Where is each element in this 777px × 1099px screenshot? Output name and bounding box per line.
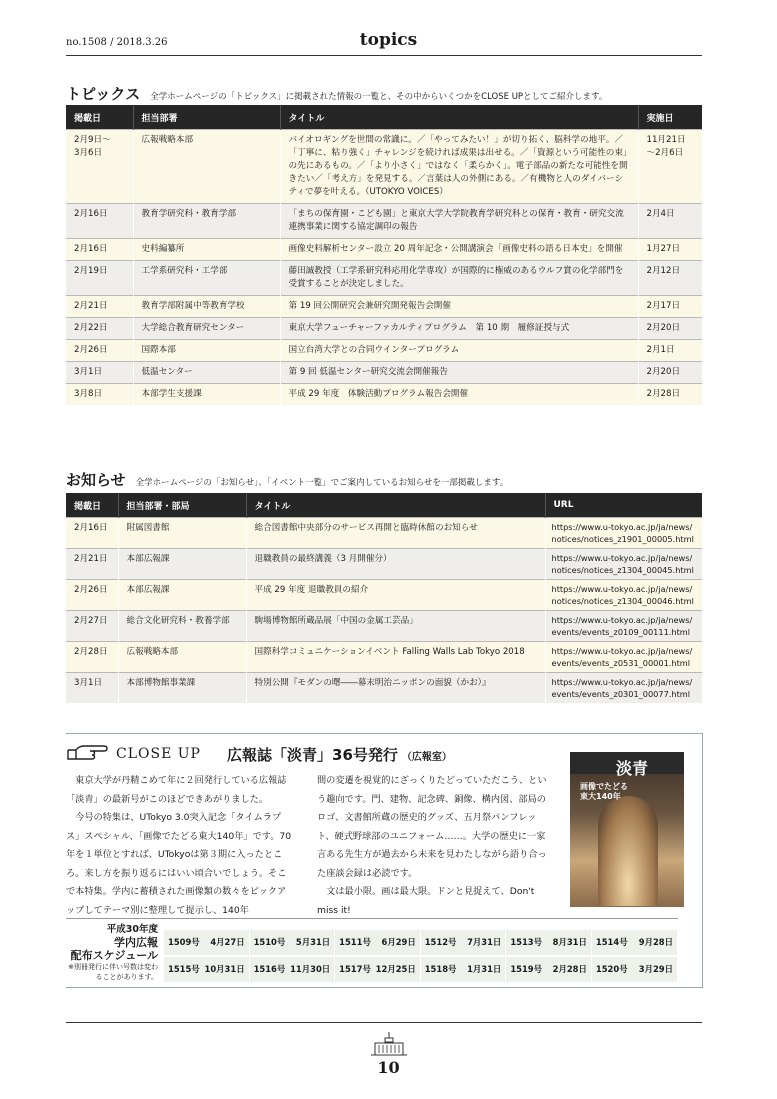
closeup-column-2: 間の変遷を視覚的にざっくりたどっていただこう、という趣向です。門、建物、記念碑、銅像、構内図、部局のロゴ、文書館所蔵の歴史的グッズ、五月祭パンフレット、硬式野球部のユニフォーム……。大学の歴史に一家言ある先生方が過去から未来を見わたしながら語り合った座談会録は必読です。 文は最小限。画は最大限。ドンと見捉えて、Don't miss it! [317, 775, 547, 916]
header-rule [66, 55, 702, 56]
topic-held: 11月21日 〜2月6日 [638, 130, 702, 204]
schedule-date: 5月31日 [295, 937, 331, 947]
schedule-issue: 1510号 [253, 937, 286, 947]
schedule-date: 7月31日 [467, 937, 502, 947]
magazine-cover [570, 752, 684, 907]
notices-header-title: タイトル [246, 493, 545, 518]
schedule-cell [420, 956, 506, 983]
topic-date: 2月19日 [66, 261, 133, 296]
schedule-label [66, 924, 158, 982]
topic-dept: 広報戦略本部 [133, 130, 280, 204]
topic-date: 2月16日 [66, 239, 133, 261]
cover-subtitle: 画像でたどる 東大140年 [580, 782, 628, 801]
topic-date: 2月16日 [66, 204, 133, 239]
schedule-table [163, 930, 677, 984]
topic-dept: 大学総合教育研究センター [133, 318, 280, 340]
schedule-note: ※別冊発行に伴い号数は変わることがあります。 [68, 963, 158, 981]
topics-table [66, 105, 702, 405]
issue-number: no.1508 / 2018.3.26 [66, 37, 168, 48]
schedule-cell [506, 956, 592, 983]
schedule-date: 1月31日 [467, 964, 502, 974]
notice-dept: 附属図書館 [118, 518, 246, 549]
topic-title: 東京大学フューチャーファカルティプログラム 第 10 期 履修証授与式 [280, 318, 638, 340]
schedule-date: 8月31日 [552, 937, 587, 947]
notice-url-link[interactable]: https://www.u-tokyo.ac.jp/ja/news/notices/notices_z1901_00005.html [545, 518, 702, 549]
cover-title: 淡青 [616, 759, 649, 778]
notice-url-link[interactable]: https://www.u-tokyo.ac.jp/ja/news/notices/notices_z1304_00046.html [545, 580, 702, 611]
schedule-issue: 1517号 [339, 964, 371, 974]
schedule-cell [420, 930, 506, 956]
topics-row [66, 204, 702, 239]
notices-description: 全学ホームページの「お知らせ」、「イベント一覧」でご案内しているお知らせを一部掲載します。 [135, 478, 509, 488]
topics-header-dept: 担当部署 [133, 105, 280, 130]
topic-held: 2月20日 [638, 362, 702, 384]
topic-held: 2月28日 [638, 384, 702, 406]
topic-held: 2月20日 [638, 318, 702, 340]
schedule-issue: 1509号 [168, 937, 200, 947]
schedule-date: 4月27日 [210, 937, 245, 947]
notice-dept: 広報戦略本部 [118, 642, 246, 673]
notices-row [66, 673, 702, 704]
closeup-headline [227, 744, 452, 765]
schedule-cell [249, 956, 335, 983]
topic-title: バイオロギングを世間の常識に。／「やってみたい！」が切り拓く、脳科学の地平。／「丁寧に、粘り強く」チャレンジを続ければ成果は出せる。／「資源という可能性の束」の先にあるもの。／「より小さく」ではなく「柔らかく」。電子部品の新たな可能性を開きたい／「考え方」を発見する。／言葉は人の外側にある。／有機物と人のダイバーシティで夢を叶える。（UTOKYO VOICES） [280, 130, 638, 204]
notices-heading [66, 469, 508, 490]
notices-table [66, 493, 702, 703]
schedule-cell [506, 930, 592, 956]
schedule-title: 配布スケジュール [70, 949, 158, 962]
topic-date: 2月21日 [66, 296, 133, 318]
topics-row [66, 239, 702, 261]
notice-title: 総合図書館中央部分のサービス再開と臨時休館のお知らせ [246, 518, 545, 549]
topics-row [66, 318, 702, 340]
topic-dept: 本部学生支援課 [133, 384, 280, 406]
notices-row [66, 642, 702, 673]
schedule-cell [249, 930, 335, 956]
topic-title: 藤田誠教授（工学系研究科応用化学専攻）が国際的に権威のあるウルフ賞の化学部門を受賞することが決定しました。 [280, 261, 638, 296]
footer-rule [66, 1022, 702, 1023]
schedule-row [164, 930, 678, 956]
topics-heading [66, 83, 607, 104]
notice-date: 3月1日 [66, 673, 118, 704]
schedule-cell [591, 930, 677, 956]
schedule-date: 2月28日 [552, 964, 587, 974]
schedule-row [164, 956, 678, 983]
notices-header-dept: 担当部署・部局 [118, 493, 246, 518]
notices-row [66, 611, 702, 642]
topic-date: 3月1日 [66, 362, 133, 384]
notice-dept: 本部博物館事業課 [118, 673, 246, 704]
page-section-title: topics [359, 30, 418, 50]
topic-dept: 教育学部附属中等教育学校 [133, 296, 280, 318]
notice-date: 2月26日 [66, 580, 118, 611]
topics-header-title: タイトル [280, 105, 638, 130]
topic-held: 1月27日 [638, 239, 702, 261]
topic-title: 平成 29 年度 体験活動プログラム報告会開催 [280, 384, 638, 406]
schedule-cell [164, 930, 250, 956]
topic-date: 3月8日 [66, 384, 133, 406]
notice-url-link[interactable]: https://www.u-tokyo.ac.jp/ja/news/events/events_z0109_00111.html [545, 611, 702, 642]
topics-row [66, 296, 702, 318]
schedule-issue: 1512号 [424, 937, 457, 947]
notices-header-date: 掲載日 [66, 493, 118, 518]
topic-held: 2月12日 [638, 261, 702, 296]
schedule-issue: 1513号 [510, 937, 542, 947]
page-number: 10 [377, 1058, 400, 1077]
topic-title: 「まちの保育園・こども園」と東京大学大学院教育学研究科との保育・教育・研究交流連携事業に関する協定調印の報告 [280, 204, 638, 239]
topic-title: 国立台湾大学との合同ウインタープログラム [280, 340, 638, 362]
topics-header-held: 実施日 [638, 105, 702, 130]
schedule-issue: 1516号 [253, 964, 286, 974]
topic-date: 2月22日 [66, 318, 133, 340]
schedule-date: 6月29日 [381, 937, 416, 947]
schedule-issue: 1519号 [510, 964, 542, 974]
notices-row [66, 518, 702, 549]
notice-date: 2月21日 [66, 549, 118, 580]
topic-held: 2月4日 [638, 204, 702, 239]
notice-title: 特別公開『モダンの曙――幕末明治ニッポンの面貌（かお）』 [246, 673, 545, 704]
notice-date: 2月28日 [66, 642, 118, 673]
notice-url-link[interactable]: https://www.u-tokyo.ac.jp/ja/news/events/events_z0301_00077.html [545, 673, 702, 704]
schedule-issue: 1518号 [424, 964, 457, 974]
topic-title: 画像史料解析センター設立 20 周年記念・公開講演会「画像史料の語る日本史」を開催 [280, 239, 638, 261]
topic-held: 2月1日 [638, 340, 702, 362]
building-emblem-icon [369, 1031, 409, 1057]
topic-date: 2月9日〜 3月6日 [66, 130, 133, 204]
schedule-cell [591, 956, 677, 983]
pointing-hand-icon [66, 742, 112, 764]
topics-header-date: 掲載日 [66, 105, 133, 130]
schedule-name: 学内広報 [114, 936, 158, 949]
topics-row [66, 261, 702, 296]
notice-dept: 総合文化研究科・教養学部 [118, 611, 246, 642]
schedule-date: 3月29日 [638, 964, 673, 974]
topic-dept: 史料編纂所 [133, 239, 280, 261]
topics-row [66, 384, 702, 406]
topics-row [66, 130, 702, 204]
schedule-cell [335, 956, 421, 983]
notice-url-link[interactable]: https://www.u-tokyo.ac.jp/ja/news/notices/notices_z1304_00045.html [545, 549, 702, 580]
notice-title: 平成 29 年度 退職教員の紹介 [246, 580, 545, 611]
notice-title: 駒場博物館所蔵品展「中国の金属工芸品」 [246, 611, 545, 642]
topics-row [66, 362, 702, 384]
notice-dept: 本部広報課 [118, 580, 246, 611]
notice-dept: 本部広報課 [118, 549, 246, 580]
topic-dept: 国際本部 [133, 340, 280, 362]
topics-title: トピックス [66, 85, 141, 103]
closeup-tag: （広報室） [401, 752, 452, 763]
schedule-cell [335, 930, 421, 956]
notices-header-url: URL [545, 493, 702, 518]
closeup-headline-text: 広報誌「淡青」36号発行 [227, 746, 398, 764]
topic-held: 2月17日 [638, 296, 702, 318]
schedule-date: 9月28日 [638, 937, 673, 947]
notice-url-link[interactable]: https://www.u-tokyo.ac.jp/ja/news/events/events_z0531_00001.html [545, 642, 702, 673]
schedule-cell [164, 956, 250, 983]
notices-row [66, 549, 702, 580]
notices-title: お知らせ [66, 471, 126, 489]
closeup-label: CLOSE UP [116, 746, 201, 762]
topic-dept: 教育学研究科・教育学部 [133, 204, 280, 239]
topic-title: 第 9 回 低温センター研究交流会開催報告 [280, 362, 638, 384]
schedule-rule [66, 918, 678, 919]
schedule-date: 11月30日 [290, 964, 331, 974]
schedule-date: 10月31日 [204, 964, 245, 974]
topic-dept: 工学系研究科・工学部 [133, 261, 280, 296]
schedule-issue: 1514号 [595, 937, 628, 947]
topic-date: 2月26日 [66, 340, 133, 362]
notice-date: 2月27日 [66, 611, 118, 642]
schedule-issue: 1515号 [168, 964, 200, 974]
schedule-issue: 1511号 [339, 937, 371, 947]
notice-date: 2月16日 [66, 518, 118, 549]
closeup-column-1: 東京大学が丹精こめて年に２回発行している広報誌「淡青」の最新号がこのほどできあがりました。 今号の特集は、UTokyo 3.0突入記念「タイムラプス」スペシャル、「画像でたどる東大140年」です。70年を１単位とすれば、UTokyoは第３期に入ったところ。来し方を振り返るにはいい頃合いでしょう。そこで本特集。学内に蓄積された画像類の数々をピックアップしてテーマ別に整理して提示し、140年 [66, 775, 292, 916]
schedule-year: 平成30年度 [106, 924, 158, 935]
topic-title: 第 19 回公開研究会兼研究開発報告会開催 [280, 296, 638, 318]
schedule-issue: 1520号 [595, 964, 628, 974]
notice-title: 国際科学コミュニケーションイベント Falling Walls Lab Tokyo 2018 [246, 642, 545, 673]
topic-dept: 低温センター [133, 362, 280, 384]
notices-row [66, 580, 702, 611]
topics-description: 全学ホームページの「トピックス」に掲載された情報の一覧と、その中からいくつかをCLOSE UPとしてご紹介します。 [150, 92, 608, 102]
schedule-date: 12月25日 [375, 964, 416, 974]
topics-row [66, 340, 702, 362]
notice-title: 退職教員の最終講義（3 月開催分） [246, 549, 545, 580]
